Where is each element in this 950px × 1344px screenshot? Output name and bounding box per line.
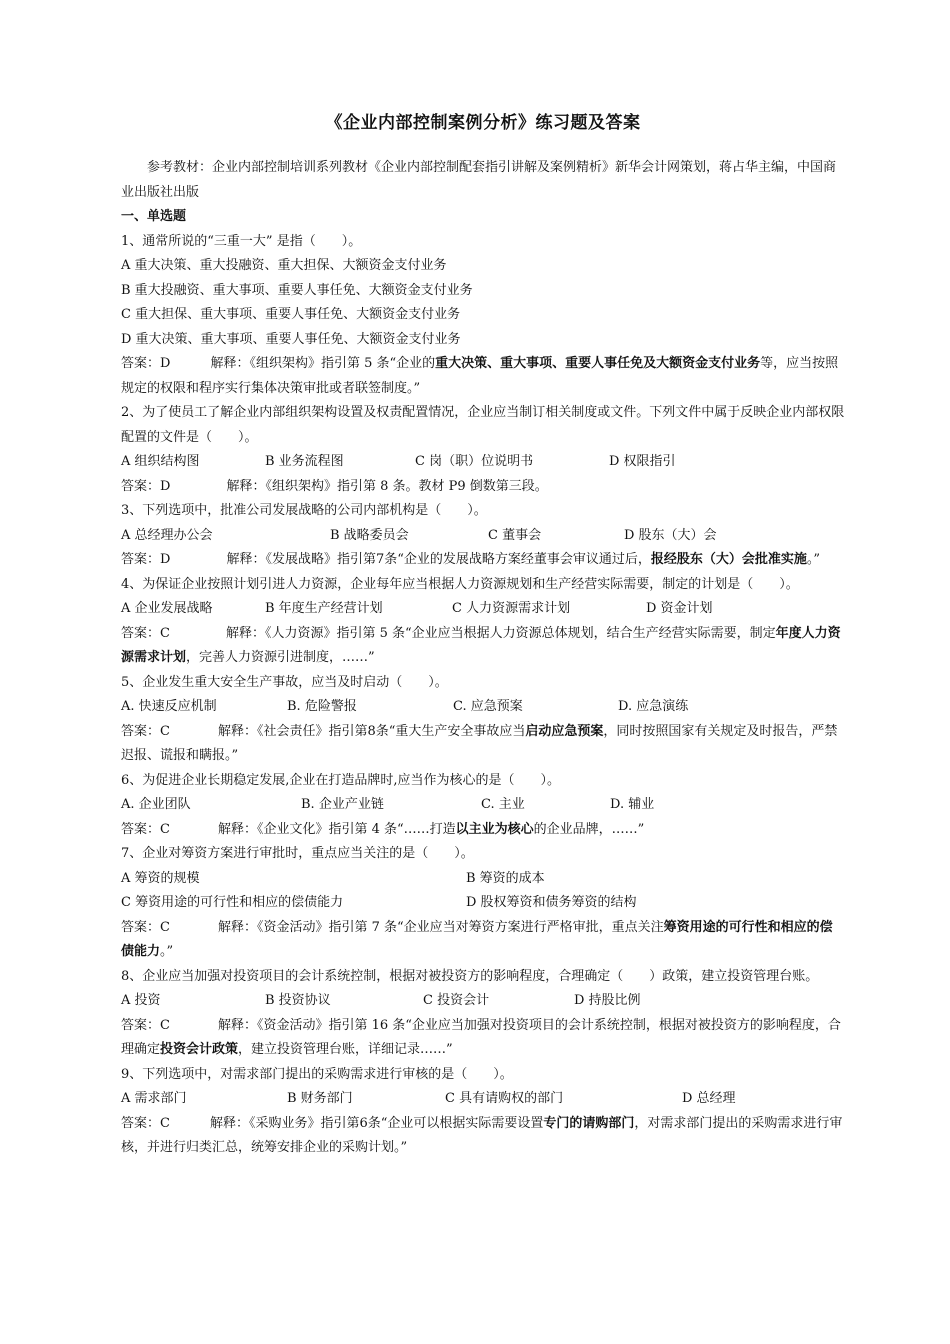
question-3-option-a: A 总经理办公会	[121, 527, 213, 543]
answer-label: 答案：C	[121, 821, 170, 837]
question-3-options	[121, 524, 845, 549]
explanation-bold: 专门的请购部门	[543, 1115, 635, 1131]
question-8-option-b: B 投资协议	[265, 993, 331, 1008]
explanation-bold: 启动应急预案	[525, 723, 604, 739]
question-4-answer	[121, 622, 845, 671]
question-1-option-c: C 重大担保、重大事项、重要人事任免、大额资金支付业务	[121, 307, 461, 322]
question-2-option-a: A 组织结构图	[121, 454, 200, 469]
question-4-option-a: A 企业发展战略	[121, 601, 213, 616]
question-6-option-a: A. 企业团队	[121, 797, 191, 812]
question-1-option-d: D 重大决策、重大事项、重要人事任免、大额资金支付业务	[121, 331, 461, 347]
explanation-text: ，完善人力资源引进制度，……”	[186, 650, 375, 665]
answer-label: 答案：C	[121, 723, 170, 739]
explanation-bold: 以主业为核心	[455, 821, 534, 837]
question-5-stem: 5、企业发生重大安全生产事故，应当及时启动（ ）。	[121, 674, 448, 690]
question-3-option-c: C 董事会	[488, 527, 542, 543]
question-2-options	[121, 450, 845, 475]
explanation-text: 的企业品牌，……”	[533, 821, 645, 837]
question-7-stem: 7、企业对筹资方案进行审批时，重点应当关注的是（ ）。	[121, 846, 474, 861]
question-5-answer	[121, 720, 845, 769]
question-6-option-c: C. 主业	[481, 797, 525, 812]
question-3-stem: 3、下列选项中，批准公司发展战略的公司内部机构是（ ）。	[121, 503, 487, 518]
explanation-text: ，对需求部门提出的采购需求进行审核，并进行归类汇总，统筹安排企业的采购计划。”	[121, 1115, 843, 1155]
question-6-stem: 6、为促进企业长期稳定发展,企业在打造品牌时,应当作为核心的是（ ）。	[121, 772, 561, 788]
question-2-stem: 2、为了使员工了解企业内部组织架构设置及权责配置情况，企业应当制订相关制度或文件。下列文件中属于反映企业内部权限配置的文件是（ ）。	[121, 405, 845, 445]
question-9-option-c: C 具有请购权的部门	[445, 1091, 564, 1106]
question-5-options	[121, 695, 845, 720]
question-9-option-a: A 需求部门	[121, 1091, 187, 1106]
question-6-option-b: B. 企业产业链	[301, 797, 384, 812]
question-4-stem: 4、为保证企业按照计划引进人力资源，企业每年应当根据人力资源规划和生产经营实际需要，制定的计划是（ ）。	[121, 576, 799, 592]
question-8-answer	[121, 1014, 845, 1063]
question-5-option-c: C. 应急预案	[453, 699, 523, 714]
question-3-answer	[121, 548, 845, 573]
question-7-options-cd	[121, 891, 845, 916]
explanation-bold: 投资会计政策	[160, 1042, 239, 1057]
question-9-answer	[121, 1112, 845, 1161]
answer-label: 答案：C	[121, 625, 170, 641]
question-9-options	[121, 1087, 845, 1112]
explanation-bold: 年度人力资源需求计划	[121, 625, 841, 665]
question-2-answer	[121, 475, 845, 500]
question-8-stem: 8、企业应当加强对投资项目的会计系统控制，根据对被投资方的影响程度，合理确定（ ）政策，建立投资管理台账。	[121, 968, 819, 984]
question-4-options	[121, 597, 845, 622]
document-page	[121, 110, 845, 1161]
question-6-options	[121, 793, 845, 818]
explanation-bold: 筹资用途的可行性和相应的偿债能力	[121, 919, 833, 959]
explanation-text: 解释：《组织架构》指引第 5 条“企业的	[210, 356, 436, 371]
question-6-answer	[121, 818, 845, 843]
question-5-option-b: B. 危险警报	[287, 699, 357, 714]
question-7-option-d: D 股权筹资和债务筹资的结构	[466, 895, 637, 910]
question-1-answer	[121, 352, 845, 401]
question-6-option-d: D. 辅业	[610, 797, 655, 812]
question-9-option-b: B 财务部门	[287, 1091, 353, 1106]
answer-label: 答案：C	[121, 919, 170, 935]
reference-text: 参考教材：企业内部控制培训系列教材《企业内部控制配套指引讲解及案例精析》新华会计网策划，蒋占华主编，中国商业出版社出版	[121, 160, 837, 200]
explanation-text: 解释：《社会责任》指引第8条“重大生产安全事故应当	[217, 723, 526, 739]
answer-label: 答案：C	[121, 1115, 170, 1131]
answer-label: 答案：D	[121, 552, 171, 567]
answer-label: 答案：C	[121, 1017, 170, 1033]
question-7-option-c: C 筹资用途的可行性和相应的偿债能力	[121, 895, 344, 910]
question-4-option-b: B 年度生产经营计划	[265, 601, 383, 616]
explanation-text: 解释：《资金活动》指引第 16 条“企业应当加强对投资项目的会计系统控制，根据对被投资方的影响程度，合理确定	[121, 1017, 841, 1057]
explanation-bold: 报经股东（大）会批准实施	[650, 552, 807, 567]
document-title: 《企业内部控制案例分析》练习题及答案	[325, 113, 641, 133]
question-1-option-a: A 重大决策、重大投融资、重大担保、大额资金支付业务	[121, 258, 447, 273]
explanation-text: ，建立投资管理台账，详细记录……”	[238, 1042, 453, 1057]
explanation-text: 。”	[806, 552, 821, 567]
explanation-text: 解释：《组织架构》指引第 8 条。教材 P9 倒数第三段。	[226, 478, 548, 494]
explanation-text: 解释：《采购业务》指引第6条“企业可以根据实际需要设置	[209, 1115, 544, 1131]
answer-label: 答案：D	[121, 356, 171, 371]
question-2-option-c: C 岗（职）位说明书	[415, 454, 534, 469]
answer-label: 答案：D	[121, 478, 171, 494]
explanation-text: 解释：《资金活动》指引第 7 条“企业应当对筹资方案进行严格审批，重点关注	[217, 919, 664, 935]
question-5-option-a: A. 快速反应机制	[121, 699, 217, 714]
explanation-text: 解释：《企业文化》指引第 4 条“……打造	[217, 821, 456, 837]
question-1-option-b: B 重大投融资、重大事项、重要人事任免、大额资金支付业务	[121, 282, 473, 298]
explanation-text: 解释：《人力资源》指引第 5 条“企业应当根据人力资源总体规划，结合生产经营实际需要，制定	[225, 625, 776, 641]
question-7-answer	[121, 916, 845, 965]
question-8-options	[121, 989, 845, 1014]
question-7-option-b: B 筹资的成本	[466, 870, 545, 886]
explanation-text: 等，应当按照规定的权限和程序实行集体决策审批或者联签制度。”	[121, 356, 839, 396]
section-heading: 一、单选题	[121, 209, 187, 224]
explanation-bold: 重大决策、重大事项、重要人事任免及大额资金支付业务	[435, 356, 761, 371]
explanation-text: 。”	[160, 944, 174, 959]
question-7-options-ab	[121, 867, 845, 892]
question-3-option-d: D 股东（大）会	[624, 527, 717, 543]
explanation-text: 解释：《发展战略》指引第7条“企业的发展战略方案经董事会审议通过后，	[226, 552, 651, 567]
question-4-option-c: C 人力资源需求计划	[452, 601, 571, 616]
question-7-option-a: A 筹资的规模	[121, 870, 200, 886]
question-9-stem: 9、下列选项中，对需求部门提出的采购需求进行审核的是（ ）。	[121, 1066, 513, 1082]
question-9-option-d: D 总经理	[682, 1091, 736, 1106]
question-8-option-c: C 投资会计	[423, 993, 490, 1008]
question-8-option-d: D 持股比例	[574, 993, 641, 1008]
question-4-option-d: D 资金计划	[646, 601, 713, 616]
question-2-option-b: B 业务流程图	[265, 454, 344, 469]
question-8-option-a: A 投资	[121, 993, 161, 1008]
question-3-option-b: B 战略委员会	[330, 527, 409, 543]
explanation-text: ，同时按照国家有关规定及时报告，严禁迟报、谎报和瞒报。”	[121, 723, 838, 763]
question-1-stem: 1、通常所说的“三重一大” 是指（ ）。	[121, 233, 362, 249]
question-2-option-d: D 权限指引	[609, 454, 676, 469]
question-5-option-d: D. 应急演练	[618, 699, 689, 714]
